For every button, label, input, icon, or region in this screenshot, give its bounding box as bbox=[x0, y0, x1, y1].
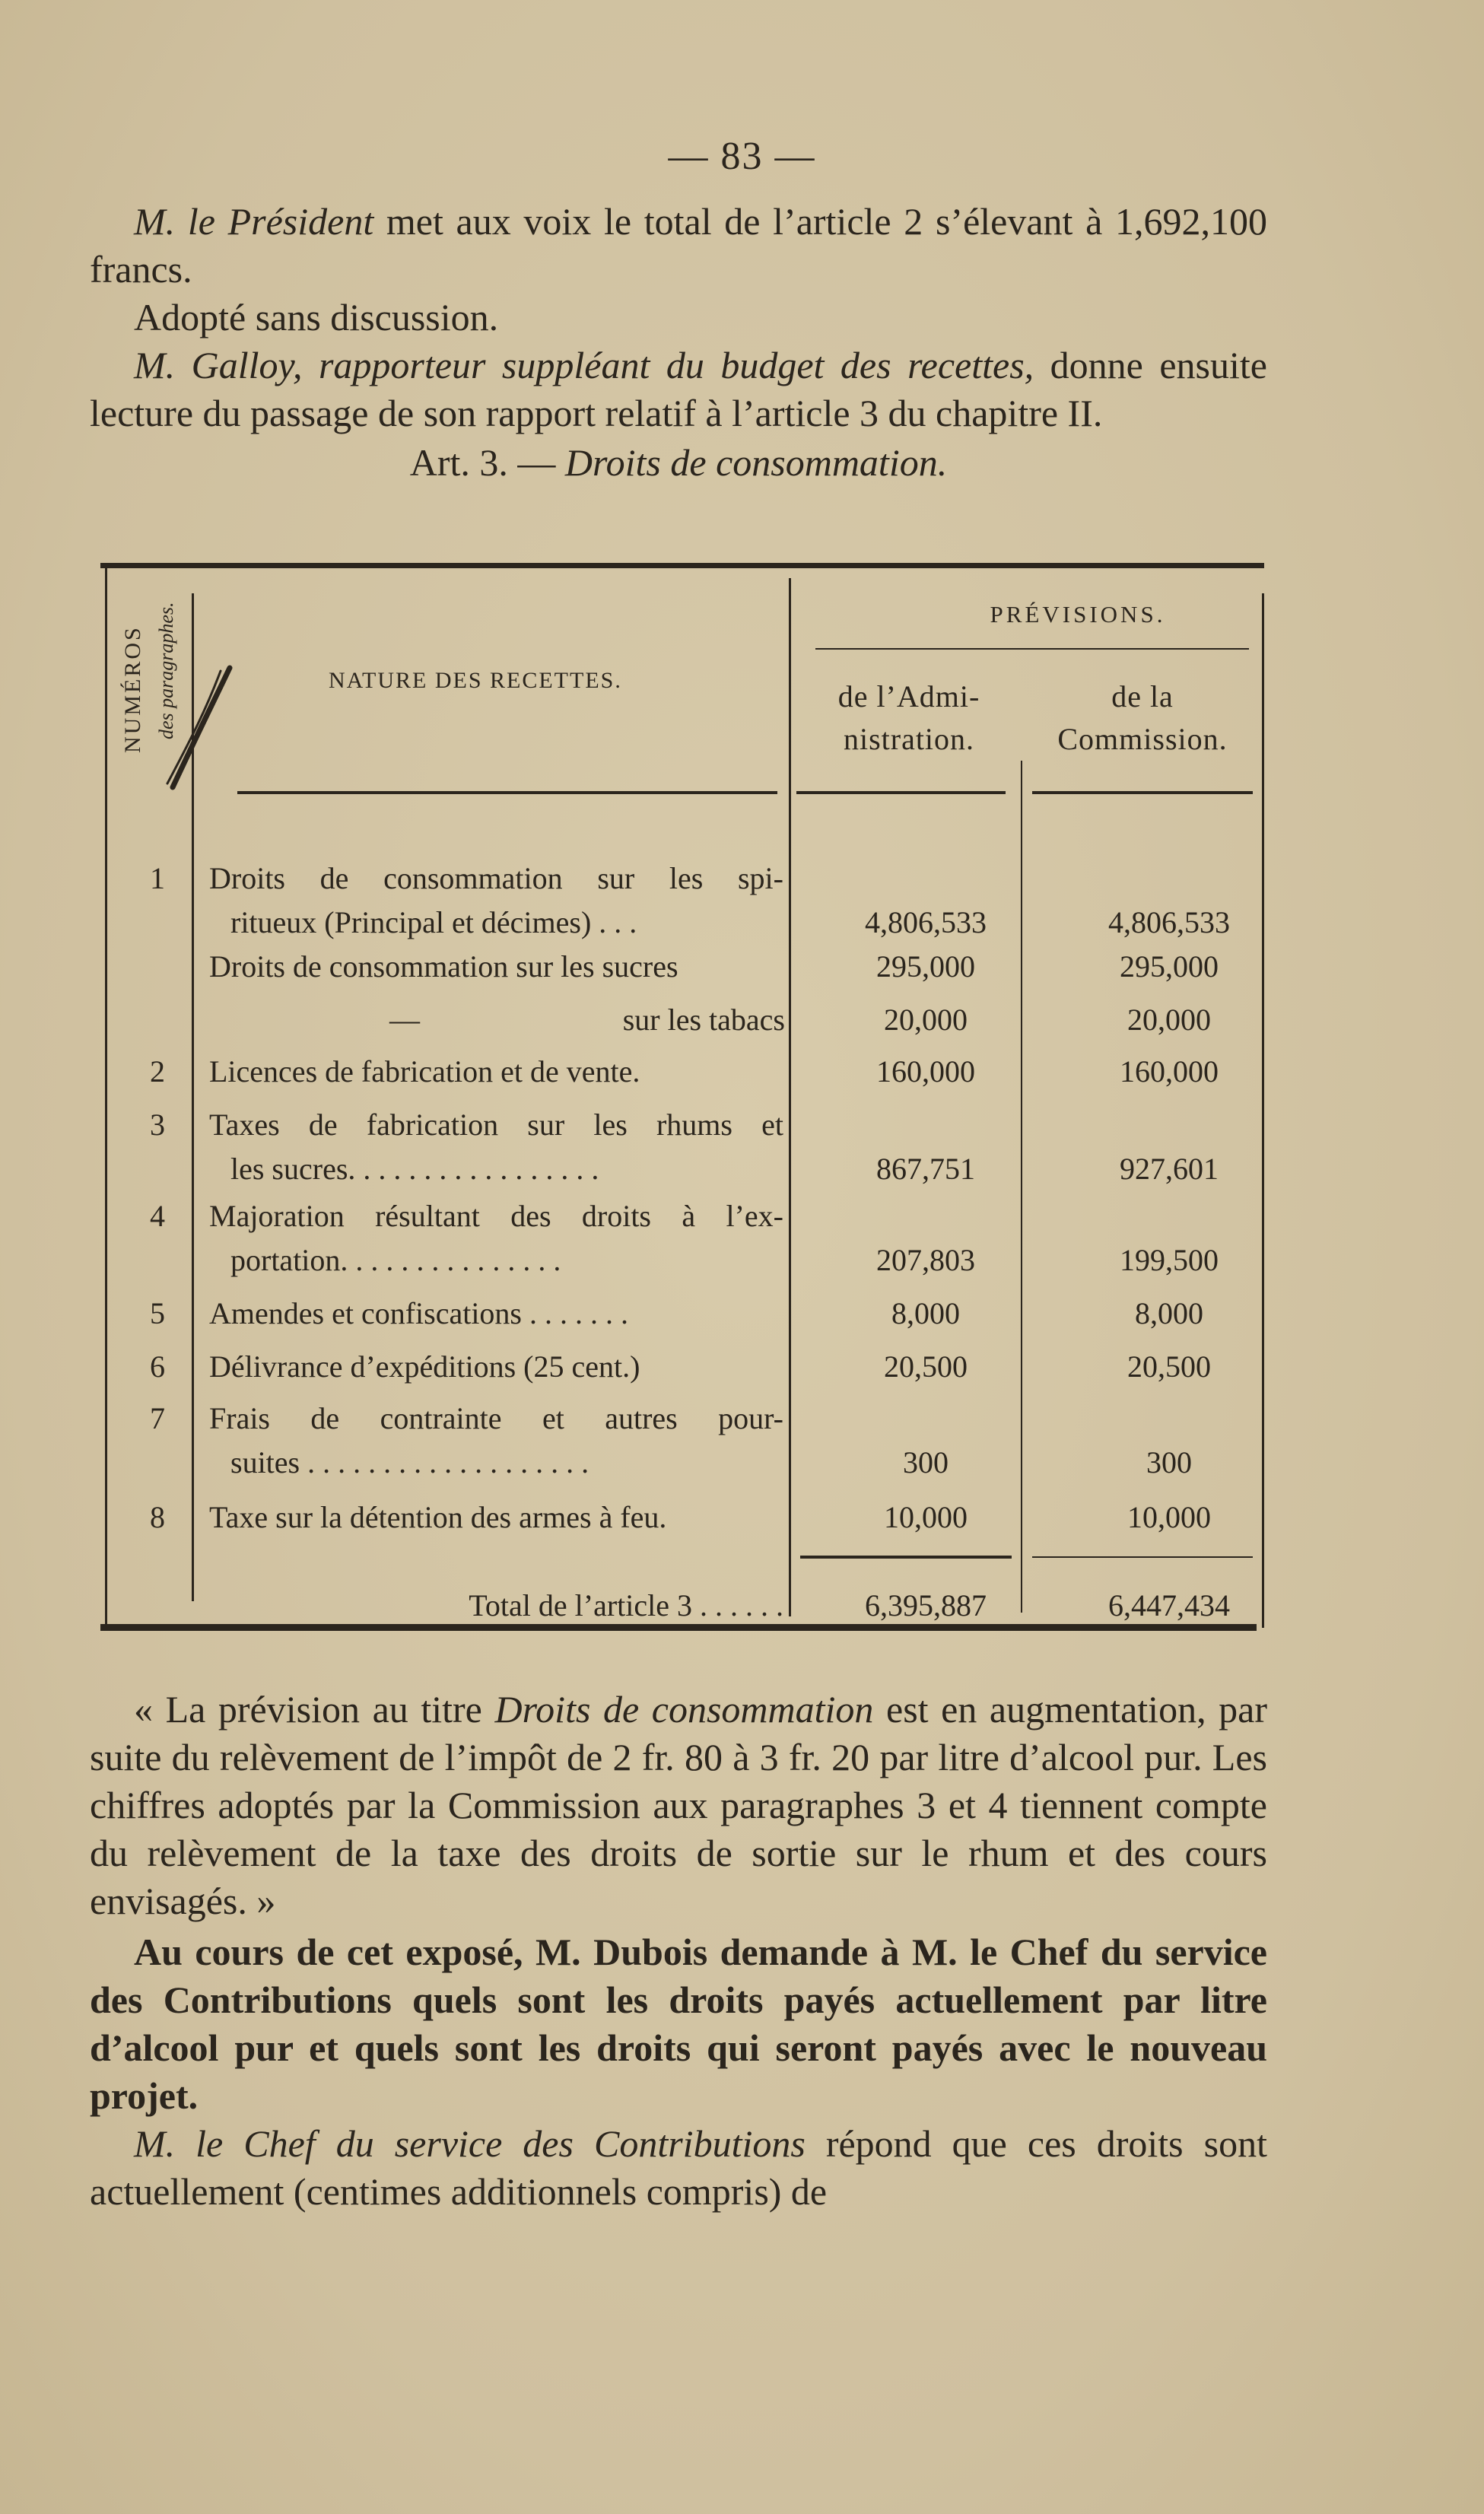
president-vote-text: met aux voix le total de l’article 2 s’élevant à 1,692,100 francs. bbox=[90, 200, 1267, 291]
row-9-desc-line2: suites . . . . . . . . . . . . . . . . . . . bbox=[230, 1445, 589, 1479]
row-10-num: 8 bbox=[150, 1500, 165, 1534]
row-5-admin: 867,751 bbox=[876, 1152, 975, 1186]
row-6-comm: 199,500 bbox=[1120, 1243, 1219, 1277]
row-1-desc bbox=[209, 857, 787, 945]
total-rule-admin bbox=[800, 1556, 1012, 1559]
prevision-paragraph bbox=[90, 1686, 1267, 1925]
row-7-desc: Amendes et confiscations . . . . . . . bbox=[209, 1296, 628, 1330]
row-9-desc-line1: Frais de contrainte et autres pour- bbox=[209, 1401, 783, 1435]
row-1-comm: 4,806,533 bbox=[1108, 905, 1230, 939]
president-vote-paragraph bbox=[90, 198, 1267, 294]
header-admin-line1: de l’Admi- bbox=[837, 679, 980, 714]
table-left-border bbox=[105, 568, 107, 1626]
total-admin: 6,395,887 bbox=[865, 1588, 987, 1622]
page-number: — 83 — bbox=[668, 135, 816, 178]
row-1-admin: 4,806,533 bbox=[865, 905, 987, 939]
row-10-admin: 10,000 bbox=[884, 1500, 968, 1534]
chef-reply-text: répond que ces droits sont actuellement (centimes additionnels compris) de bbox=[90, 2122, 1267, 2213]
row-6-desc-line2: portation. . . . . . . . . . . . . . . bbox=[230, 1243, 561, 1277]
header-comm-line1: de la bbox=[1111, 679, 1174, 714]
chef-speaker: M. le Chef du service des Contributions bbox=[134, 2122, 806, 2165]
row-6-desc-line1: Majoration résultant des droits à l’ex- bbox=[209, 1199, 783, 1233]
row-6-num: 4 bbox=[150, 1199, 165, 1233]
column-divider-nature bbox=[789, 578, 791, 1616]
row-10-desc: Taxe sur la détention des armes à feu. bbox=[209, 1500, 667, 1534]
row-3-admin: 20,000 bbox=[884, 1003, 968, 1037]
row-5-desc-line1: Taxes de fabrication sur les rhums et bbox=[209, 1108, 783, 1142]
row-4-num: 2 bbox=[150, 1054, 165, 1089]
galloy-paragraph bbox=[90, 342, 1267, 437]
header-rule-comm bbox=[1032, 791, 1253, 794]
after-table-text bbox=[90, 1686, 1267, 2216]
galloy-text: donne ensuite lecture du passage de son rapport relatif à l’article 3 du chapitre II. bbox=[90, 344, 1267, 434]
row-4-desc: Licences de fabrication et de vente. bbox=[209, 1054, 640, 1089]
header-admin bbox=[799, 675, 1019, 761]
table-bottom-rule bbox=[100, 1624, 1257, 1631]
row-9-admin: 300 bbox=[903, 1445, 949, 1479]
row-1-desc-line2: ritueux (Principal et décimes) . . . bbox=[230, 905, 637, 939]
adopted-line: Adopté sans discussion. bbox=[134, 296, 499, 338]
total-label: Total de l’article 3 . . . . . . bbox=[469, 1588, 783, 1622]
prevision-text-italic: Droits de consommation bbox=[494, 1688, 874, 1731]
row-3-comm: 20,000 bbox=[1127, 1003, 1211, 1037]
header-admin-line2: nistration. bbox=[843, 722, 975, 756]
row-1-desc-line1: Droits de consommation sur les spi- bbox=[209, 861, 783, 895]
header-paragraphes: des paragraphes. bbox=[155, 602, 177, 739]
header-commission bbox=[1025, 675, 1260, 761]
row-3-desc: sur les tabacs bbox=[622, 1003, 785, 1037]
row-7-comm: 8,000 bbox=[1135, 1296, 1203, 1330]
article-title: Droits de consommation. bbox=[564, 441, 948, 484]
row-7-num: 5 bbox=[150, 1296, 165, 1330]
chef-reply-paragraph bbox=[90, 2120, 1267, 2216]
row-1-num: 1 bbox=[150, 861, 165, 895]
intro-text bbox=[90, 198, 1267, 487]
revenue-table bbox=[100, 563, 1264, 1639]
total-comm: 6,447,434 bbox=[1108, 1588, 1230, 1622]
row-8-admin: 20,500 bbox=[884, 1349, 968, 1384]
row-9-desc bbox=[209, 1397, 787, 1485]
row-9-comm: 300 bbox=[1146, 1445, 1192, 1479]
row-7-admin: 8,000 bbox=[891, 1296, 960, 1330]
header-comm-line2: Commission. bbox=[1057, 722, 1228, 756]
row-5-desc bbox=[209, 1103, 787, 1191]
header-previsions: PRÉVISIONS. bbox=[990, 601, 1166, 628]
row-4-admin: 160,000 bbox=[876, 1054, 975, 1089]
row-10-comm: 10,000 bbox=[1127, 1500, 1211, 1534]
row-5-num: 3 bbox=[150, 1108, 165, 1142]
header-numeros: NUMÉROS bbox=[120, 625, 145, 753]
speaker-galloy: M. Galloy, rapporteur suppléant du budget des recettes, bbox=[134, 344, 1034, 386]
dubois-paragraph: Au cours de cet exposé, M. Dubois demande à M. le Chef du service des Contributions quels sont les droits payés actuellement par litre d’alcool pur et quels sont les droits qui seront payés avec le nouveau projet. bbox=[90, 1931, 1267, 2117]
total-rule-comm bbox=[1032, 1556, 1253, 1558]
pen-stroke-mark bbox=[131, 654, 237, 791]
row-5-comm: 927,601 bbox=[1120, 1152, 1219, 1186]
row-4-comm: 160,000 bbox=[1120, 1054, 1219, 1089]
speaker-president: M. le Président bbox=[134, 200, 374, 243]
prevision-text-b: est en augmentation, par suite du relèvement de l’impôt de 2 fr. 80 à 3 fr. 20 par litre d’alcool pur. Les chiffres adoptés par la Commission aux paragraphes 3 et 4 tiennent compte du relèvement de la taxe des droits de sortie sur le rhum et des cours envisagés. » bbox=[90, 1688, 1267, 1922]
previsions-underline bbox=[815, 648, 1249, 650]
row-2-admin: 295,000 bbox=[876, 949, 975, 984]
row-3-dash: — bbox=[389, 1003, 420, 1037]
row-2-desc: Droits de consommation sur les sucres bbox=[209, 949, 678, 984]
row-6-admin: 207,803 bbox=[876, 1243, 975, 1277]
article-prefix: Art. 3. — bbox=[409, 441, 565, 484]
row-8-num: 6 bbox=[150, 1349, 165, 1384]
row-8-desc: Délivrance d’expéditions (25 cent.) bbox=[209, 1349, 640, 1384]
table-top-rule bbox=[100, 563, 1264, 568]
row-9-num: 7 bbox=[150, 1401, 165, 1435]
header-rule-admin bbox=[796, 791, 1006, 794]
article-heading bbox=[90, 439, 1267, 487]
header-rule-nature bbox=[237, 791, 777, 794]
prevision-text-a: « La prévision au titre bbox=[134, 1688, 495, 1731]
header-nature-recettes: NATURE DES RECETTES. bbox=[329, 668, 622, 693]
row-5-desc-line2: les sucres. . . . . . . . . . . . . . . . . bbox=[230, 1152, 599, 1186]
row-8-comm: 20,500 bbox=[1127, 1349, 1211, 1384]
row-2-comm: 295,000 bbox=[1120, 949, 1219, 984]
row-6-desc bbox=[209, 1194, 787, 1282]
